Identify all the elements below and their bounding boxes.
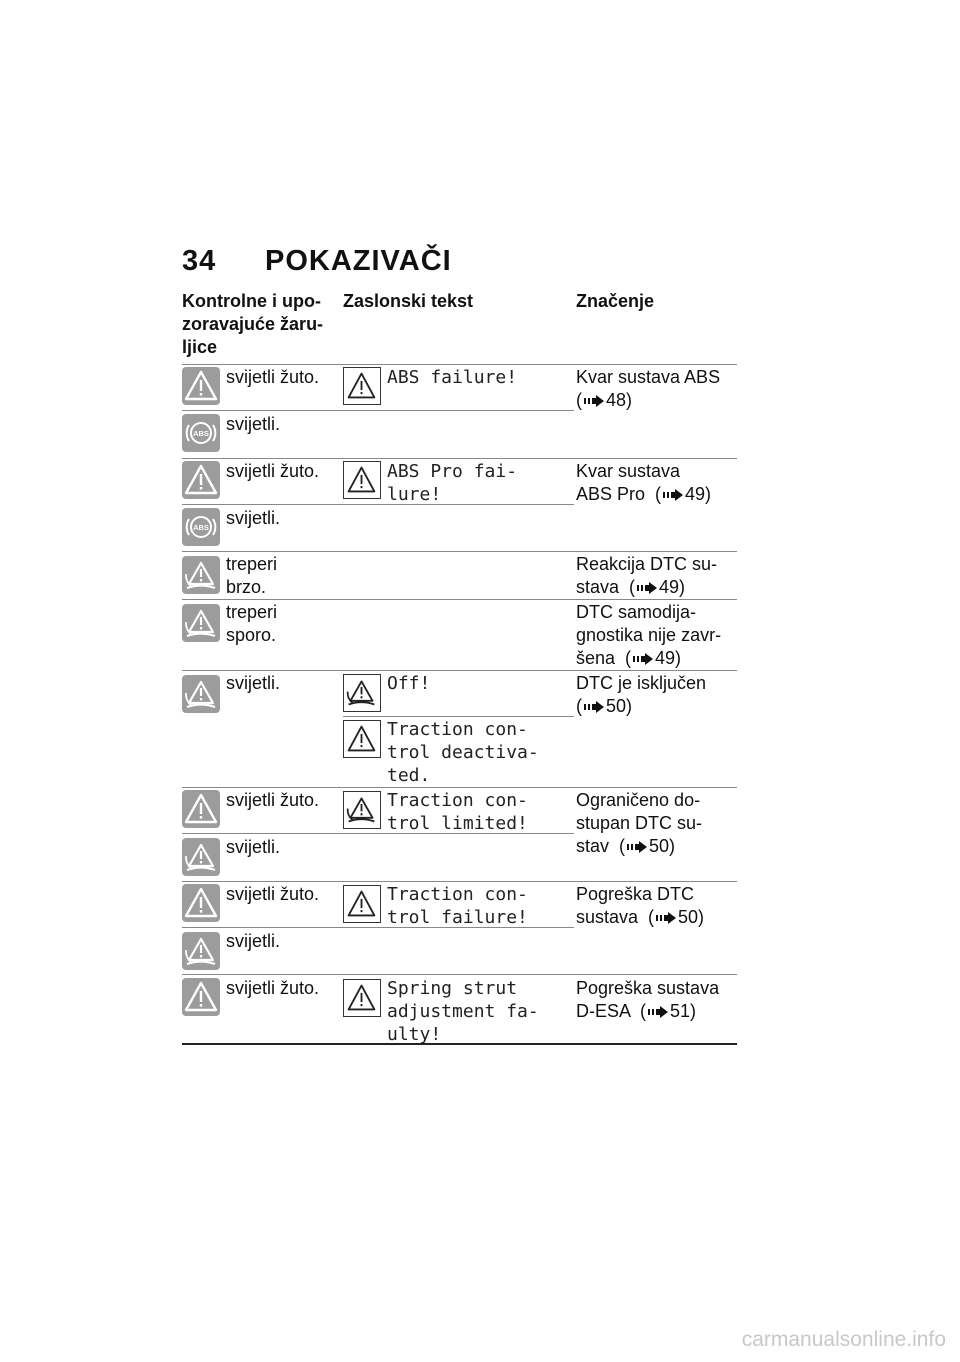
ref-prefix: (	[576, 390, 582, 410]
display-text: ted.	[387, 765, 431, 786]
lamp-state: svijetli.	[226, 837, 281, 857]
ref-page[interactable]: 50)	[678, 907, 705, 927]
meaning-line: Reakcija DTC su-	[576, 554, 718, 574]
page-header	[182, 245, 452, 278]
display-warning-icon	[343, 367, 381, 405]
meaning-line: DTC samodija-	[576, 602, 697, 622]
page-arrow-icon	[656, 912, 676, 924]
traction-control-icon	[182, 556, 220, 594]
ref-prefix: ABS Pro (	[576, 484, 662, 504]
page-reference	[576, 1000, 696, 1023]
lamp-state-line: treperi	[226, 602, 278, 622]
meaning-line: Kvar sustava ABS	[576, 367, 721, 387]
lamp-state: svijetli žuto.	[226, 884, 320, 904]
ref-prefix: šena (	[576, 648, 632, 668]
display-text: lure!	[387, 484, 442, 505]
page-arrow-icon	[648, 1006, 668, 1018]
ref-page[interactable]: 50)	[606, 696, 633, 716]
ref-page[interactable]: 49)	[659, 577, 686, 597]
page-reference	[576, 906, 704, 929]
page-arrow-icon	[584, 701, 604, 713]
page-reference	[576, 483, 711, 506]
lamp-state	[226, 601, 277, 647]
meaning-line: Kvar sustava	[576, 461, 681, 481]
page-reference	[576, 576, 685, 599]
page-reference	[576, 835, 675, 858]
display-text: trol failure!	[387, 907, 528, 928]
display-text: adjustment fa-	[387, 1001, 539, 1022]
meaning-line: DTC je isključen	[576, 673, 707, 693]
page-arrow-icon	[584, 395, 604, 407]
lamp-state: svijetli.	[226, 931, 281, 951]
column-heading-line: ljice	[182, 337, 218, 357]
display-text: Spring strut	[387, 978, 518, 999]
lamp-state: svijetli.	[226, 673, 281, 693]
display-text: ABS Pro fai-	[387, 461, 518, 482]
column-heading-line: Kontrolne i upo-	[182, 291, 321, 311]
lamp-state: svijetli žuto.	[226, 367, 320, 387]
table-rule	[182, 458, 737, 459]
meaning-line: stupan DTC su-	[576, 813, 703, 833]
page-reference	[576, 695, 632, 718]
display-text: trol limited!	[387, 813, 528, 834]
table-rule	[182, 881, 737, 882]
ref-prefix: stav (	[576, 836, 626, 856]
page-arrow-icon	[663, 489, 683, 501]
lamp-state: svijetli.	[226, 414, 281, 434]
display-text: trol deactiva-	[387, 742, 539, 763]
column-heading-lamps	[182, 290, 332, 359]
lamp-state: svijetli žuto.	[226, 978, 320, 998]
traction-control-icon	[182, 932, 220, 970]
traction-control-icon	[182, 675, 220, 713]
abs-icon	[182, 414, 220, 452]
lamp-state: svijetli.	[226, 508, 281, 528]
traction-control-icon	[182, 838, 220, 876]
lamp-state-line: sporo.	[226, 625, 277, 645]
lamp-state-line: treperi	[226, 554, 278, 574]
warning-triangle-icon	[182, 790, 220, 828]
meaning-line: Pogreška DTC	[576, 884, 695, 904]
meaning-line: Ograničeno do-	[576, 790, 701, 810]
display-text: ABS failure!	[387, 367, 518, 388]
table-rule	[182, 599, 737, 600]
table-rule	[182, 670, 737, 671]
page-reference	[576, 389, 632, 412]
display-text: Traction con-	[387, 884, 528, 905]
display-text: Traction con-	[387, 790, 528, 811]
ref-prefix: (	[576, 696, 582, 716]
lamp-state: svijetli žuto.	[226, 790, 320, 810]
lamp-state-line: brzo.	[226, 577, 267, 597]
display-warning-icon	[343, 885, 381, 923]
display-warning-icon	[343, 461, 381, 499]
lamp-state	[226, 553, 277, 599]
traction-control-icon	[182, 604, 220, 642]
table-rule	[182, 410, 574, 411]
abs-icon	[182, 508, 220, 546]
warning-triangle-icon	[182, 367, 220, 405]
display-text: Off!	[387, 673, 431, 694]
ref-page[interactable]: 50)	[649, 836, 676, 856]
ref-page[interactable]: 49)	[655, 648, 682, 668]
meaning-line: Pogreška sustava	[576, 978, 720, 998]
ref-page[interactable]: 48)	[606, 390, 633, 410]
display-text: ulty!	[387, 1024, 442, 1045]
table-rule	[182, 787, 737, 788]
display-traction-icon	[343, 674, 381, 712]
meaning-line: gnostika nije zavr-	[576, 625, 722, 645]
column-heading-meaning: Značenje	[576, 291, 655, 311]
ref-prefix: sustava (	[576, 907, 655, 927]
ref-page[interactable]: 51)	[670, 1001, 697, 1021]
table-rule	[182, 551, 737, 552]
page-number: 34	[182, 245, 217, 277]
ref-prefix: D-ESA (	[576, 1001, 647, 1021]
warning-triangle-icon	[182, 884, 220, 922]
table-rule	[182, 364, 737, 365]
page-arrow-icon	[633, 653, 653, 665]
display-text: Traction con-	[387, 719, 528, 740]
warning-triangle-icon	[182, 461, 220, 499]
table-bottom-rule	[182, 1043, 737, 1045]
watermark: carmanualsonline.info	[741, 1328, 946, 1351]
column-heading-line: zoravajuće žaru-	[182, 314, 324, 334]
page-reference	[576, 647, 681, 670]
warning-triangle-icon	[182, 978, 220, 1016]
display-warning-icon	[343, 720, 381, 758]
lamp-state: svijetli žuto.	[226, 461, 320, 481]
table-rule	[182, 504, 574, 505]
chapter-title: POKAZIVAČI	[265, 245, 452, 277]
page-arrow-icon	[637, 582, 657, 594]
table-rule	[182, 974, 737, 975]
table-rule	[343, 716, 574, 717]
column-heading-display-text: Zaslonski tekst	[343, 291, 474, 311]
page-arrow-icon	[627, 841, 647, 853]
display-warning-icon	[343, 979, 381, 1017]
ref-page[interactable]: 49)	[685, 484, 712, 504]
display-traction-icon	[343, 791, 381, 829]
ref-prefix: stava (	[576, 577, 636, 597]
